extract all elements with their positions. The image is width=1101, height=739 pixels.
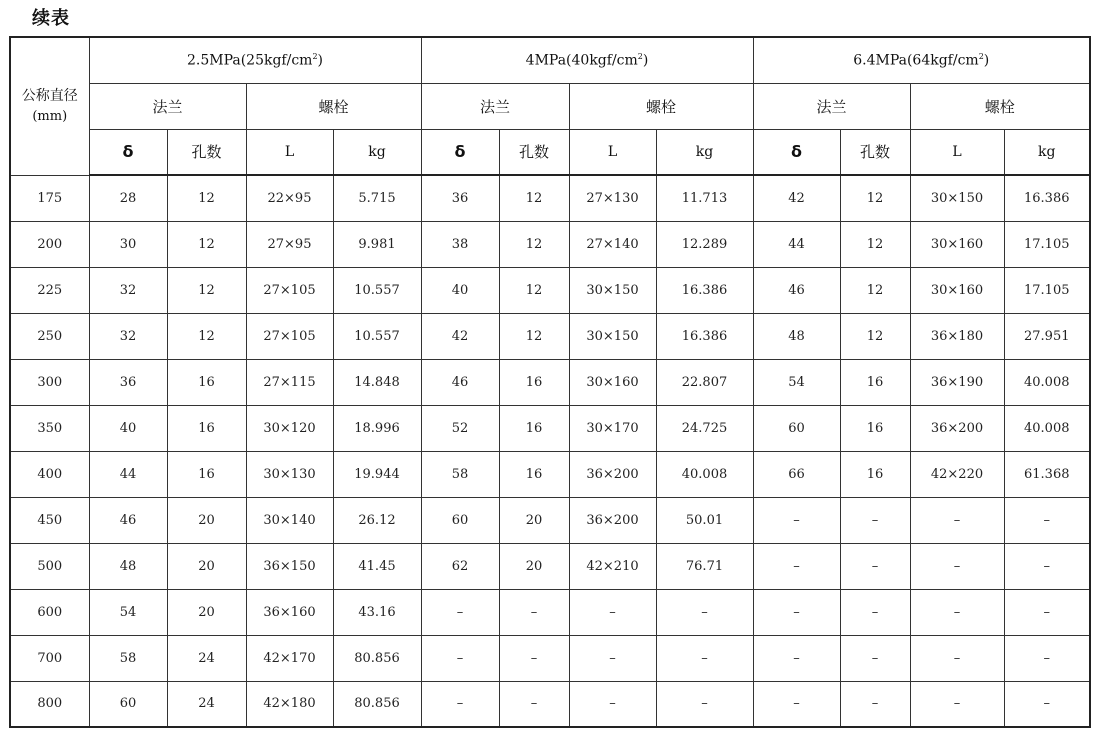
table-cell: 22×95 bbox=[246, 175, 333, 221]
table-cell: – bbox=[421, 681, 499, 727]
table-cell: 36×200 bbox=[569, 451, 656, 497]
table-cell: 36×150 bbox=[246, 543, 333, 589]
table-cell: 58 bbox=[421, 451, 499, 497]
table-cell: 36×200 bbox=[910, 405, 1004, 451]
table-cell: 16 bbox=[167, 451, 246, 497]
table-cell: – bbox=[753, 543, 840, 589]
table-cell: 11.713 bbox=[656, 175, 753, 221]
table-cell: 12.289 bbox=[656, 221, 753, 267]
nominal-diameter-cell: 700 bbox=[10, 635, 89, 681]
table-row bbox=[10, 313, 1090, 359]
table-cell: 40.008 bbox=[656, 451, 753, 497]
table-cell: 58 bbox=[89, 635, 167, 681]
table-cell: – bbox=[840, 497, 910, 543]
table-cell: 80.856 bbox=[333, 635, 421, 681]
table-cell: 28 bbox=[89, 175, 167, 221]
table-cell: 46 bbox=[89, 497, 167, 543]
table-cell: 16 bbox=[499, 451, 569, 497]
table-cell: 16 bbox=[840, 359, 910, 405]
table-cell: 48 bbox=[753, 313, 840, 359]
table-cell: 12 bbox=[840, 267, 910, 313]
table-cell: – bbox=[656, 589, 753, 635]
nominal-diameter-cell: 500 bbox=[10, 543, 89, 589]
page-title: 续表 bbox=[32, 8, 70, 29]
table-cell: 24 bbox=[167, 635, 246, 681]
table-cell: 36×160 bbox=[246, 589, 333, 635]
table-cell: 32 bbox=[89, 313, 167, 359]
nominal-diameter-cell: 350 bbox=[10, 405, 89, 451]
table-cell: 40.008 bbox=[1004, 405, 1090, 451]
table-cell: 12 bbox=[167, 175, 246, 221]
table-cell: 46 bbox=[421, 359, 499, 405]
table-cell: 10.557 bbox=[333, 267, 421, 313]
table-cell: – bbox=[840, 635, 910, 681]
table-cell: 17.105 bbox=[1004, 221, 1090, 267]
table-cell: 62 bbox=[421, 543, 499, 589]
table-cell: 12 bbox=[167, 313, 246, 359]
table-cell: – bbox=[421, 589, 499, 635]
col-header-bolt-weight: kg bbox=[1004, 129, 1090, 175]
table-cell: 30 bbox=[89, 221, 167, 267]
table-row bbox=[10, 681, 1090, 727]
table-cell: 27×105 bbox=[246, 267, 333, 313]
table-row bbox=[10, 497, 1090, 543]
table-cell: – bbox=[840, 543, 910, 589]
table-cell: 40 bbox=[89, 405, 167, 451]
nominal-diameter-label: 公称直径 bbox=[21, 87, 78, 104]
table-cell: 17.105 bbox=[1004, 267, 1090, 313]
table-cell: 54 bbox=[753, 359, 840, 405]
table-cell: 44 bbox=[89, 451, 167, 497]
pressure-header-2-5mpa: $2.5MPa(25kgf/cm^2)$ bbox=[89, 37, 421, 83]
table-cell: 46 bbox=[753, 267, 840, 313]
table-cell: 12 bbox=[840, 313, 910, 359]
table-cell: – bbox=[656, 681, 753, 727]
table-cell: 16 bbox=[499, 359, 569, 405]
group-header-flange: 法兰 bbox=[753, 83, 910, 129]
table-cell: 30×150 bbox=[910, 175, 1004, 221]
table-cell: – bbox=[569, 635, 656, 681]
table-cell: 16 bbox=[167, 405, 246, 451]
table-cell: 42×210 bbox=[569, 543, 656, 589]
table-cell: 20 bbox=[167, 497, 246, 543]
table-cell: 12 bbox=[167, 267, 246, 313]
table-cell: 27.951 bbox=[1004, 313, 1090, 359]
nominal-diameter-cell: 200 bbox=[10, 221, 89, 267]
table-cell: 36 bbox=[421, 175, 499, 221]
table-cell: 36×190 bbox=[910, 359, 1004, 405]
table-cell: – bbox=[753, 589, 840, 635]
nominal-diameter-cell: 250 bbox=[10, 313, 89, 359]
table-cell: 30×130 bbox=[246, 451, 333, 497]
table-cell: 12 bbox=[840, 175, 910, 221]
table-cell: 38 bbox=[421, 221, 499, 267]
table-row bbox=[10, 451, 1090, 497]
nominal-diameter-cell: 225 bbox=[10, 267, 89, 313]
table-cell: 30×170 bbox=[569, 405, 656, 451]
table-cell: – bbox=[499, 681, 569, 727]
table-cell: 40.008 bbox=[1004, 359, 1090, 405]
table-row bbox=[10, 405, 1090, 451]
table-cell: 42 bbox=[421, 313, 499, 359]
table-row bbox=[10, 589, 1090, 635]
pressure-header-6-4mpa: $6.4MPa(64kgf/cm^2)$ bbox=[753, 37, 1090, 83]
table-cell: – bbox=[656, 635, 753, 681]
nominal-diameter-cell: 600 bbox=[10, 589, 89, 635]
table-cell: 32 bbox=[89, 267, 167, 313]
table-cell: 36×180 bbox=[910, 313, 1004, 359]
table-cell: – bbox=[753, 681, 840, 727]
table-cell: – bbox=[753, 497, 840, 543]
table-cell: 54 bbox=[89, 589, 167, 635]
table-cell: 30×120 bbox=[246, 405, 333, 451]
nominal-diameter-header bbox=[10, 37, 89, 175]
table-body bbox=[10, 175, 1090, 727]
table-cell: 27×105 bbox=[246, 313, 333, 359]
table-cell: – bbox=[840, 681, 910, 727]
table-cell: 12 bbox=[499, 313, 569, 359]
nominal-diameter-cell: 400 bbox=[10, 451, 89, 497]
col-header-bolt-length: L bbox=[910, 129, 1004, 175]
table-cell: 18.996 bbox=[333, 405, 421, 451]
table-cell: – bbox=[1004, 635, 1090, 681]
col-header-bolt-weight: kg bbox=[333, 129, 421, 175]
table-cell: 27×140 bbox=[569, 221, 656, 267]
table-cell: 16 bbox=[167, 359, 246, 405]
table-row bbox=[10, 267, 1090, 313]
table-cell: 19.944 bbox=[333, 451, 421, 497]
table-cell: – bbox=[910, 589, 1004, 635]
table-row bbox=[10, 635, 1090, 681]
table-cell: 12 bbox=[499, 267, 569, 313]
table-cell: – bbox=[499, 635, 569, 681]
table-cell: 42×180 bbox=[246, 681, 333, 727]
flange-spec-table bbox=[9, 36, 1091, 728]
table-cell: 80.856 bbox=[333, 681, 421, 727]
table-cell: 16 bbox=[499, 405, 569, 451]
table-cell: 16.386 bbox=[1004, 175, 1090, 221]
nominal-diameter-cell: 300 bbox=[10, 359, 89, 405]
col-header-hole-count: 孔数 bbox=[167, 129, 246, 175]
table-cell: 76.71 bbox=[656, 543, 753, 589]
table-cell: 16.386 bbox=[656, 267, 753, 313]
table-cell: 36×200 bbox=[569, 497, 656, 543]
table-cell: – bbox=[910, 635, 1004, 681]
table-cell: 30×160 bbox=[910, 221, 1004, 267]
table-cell: 66 bbox=[753, 451, 840, 497]
col-header-hole-count: 孔数 bbox=[840, 129, 910, 175]
table-cell: 30×150 bbox=[569, 267, 656, 313]
table-cell: – bbox=[1004, 543, 1090, 589]
table-cell: 27×115 bbox=[246, 359, 333, 405]
table-cell: – bbox=[840, 589, 910, 635]
table-cell: – bbox=[421, 635, 499, 681]
table-cell: 43.16 bbox=[333, 589, 421, 635]
table-cell: 48 bbox=[89, 543, 167, 589]
table-cell: 16 bbox=[840, 451, 910, 497]
col-header-thickness: δ bbox=[421, 129, 499, 175]
table-cell: 27×95 bbox=[246, 221, 333, 267]
table-cell: 20 bbox=[167, 543, 246, 589]
table-cell: 60 bbox=[753, 405, 840, 451]
table-cell: 12 bbox=[840, 221, 910, 267]
col-header-hole-count: 孔数 bbox=[499, 129, 569, 175]
table-cell: 9.981 bbox=[333, 221, 421, 267]
group-header-flange: 法兰 bbox=[421, 83, 569, 129]
table-cell: 36 bbox=[89, 359, 167, 405]
table-cell: 27×130 bbox=[569, 175, 656, 221]
nominal-diameter-unit: (mm) bbox=[32, 108, 68, 124]
table-cell: – bbox=[1004, 497, 1090, 543]
pressure-header-4mpa: $4MPa(40kgf/cm^2)$ bbox=[421, 37, 753, 83]
table-cell: 40 bbox=[421, 267, 499, 313]
table-cell: 60 bbox=[89, 681, 167, 727]
table-cell: 20 bbox=[499, 497, 569, 543]
table-row bbox=[10, 221, 1090, 267]
table-cell: – bbox=[499, 589, 569, 635]
table-cell: – bbox=[910, 543, 1004, 589]
table-cell: 10.557 bbox=[333, 313, 421, 359]
group-header-bolt: 螺栓 bbox=[910, 83, 1090, 129]
table-cell: 52 bbox=[421, 405, 499, 451]
table-cell: 16.386 bbox=[656, 313, 753, 359]
nominal-diameter-cell: 800 bbox=[10, 681, 89, 727]
table-cell: 26.12 bbox=[333, 497, 421, 543]
table-cell: – bbox=[1004, 681, 1090, 727]
table-cell: 61.368 bbox=[1004, 451, 1090, 497]
table-cell: – bbox=[1004, 589, 1090, 635]
col-header-bolt-length: L bbox=[246, 129, 333, 175]
table-cell: 24.725 bbox=[656, 405, 753, 451]
table-cell: 5.715 bbox=[333, 175, 421, 221]
table-cell: 20 bbox=[499, 543, 569, 589]
table-cell: 41.45 bbox=[333, 543, 421, 589]
table-cell: 24 bbox=[167, 681, 246, 727]
table-cell: 20 bbox=[167, 589, 246, 635]
table-cell: 12 bbox=[499, 175, 569, 221]
table-cell: 22.807 bbox=[656, 359, 753, 405]
table-cell: 14.848 bbox=[333, 359, 421, 405]
nominal-diameter-cell: 175 bbox=[10, 175, 89, 221]
col-header-bolt-length: L bbox=[569, 129, 656, 175]
group-header-flange: 法兰 bbox=[89, 83, 246, 129]
group-header-bolt: 螺栓 bbox=[246, 83, 421, 129]
table-cell: 44 bbox=[753, 221, 840, 267]
table-cell: 42 bbox=[753, 175, 840, 221]
table-row bbox=[10, 359, 1090, 405]
table-cell: 30×160 bbox=[910, 267, 1004, 313]
table-cell: – bbox=[910, 497, 1004, 543]
table-cell: – bbox=[569, 681, 656, 727]
table-cell: 30×140 bbox=[246, 497, 333, 543]
table-cell: 42×170 bbox=[246, 635, 333, 681]
table-cell: – bbox=[569, 589, 656, 635]
table-cell: – bbox=[910, 681, 1004, 727]
col-header-thickness: δ bbox=[753, 129, 840, 175]
table-cell: 30×160 bbox=[569, 359, 656, 405]
table-row bbox=[10, 175, 1090, 221]
table-cell: 42×220 bbox=[910, 451, 1004, 497]
table-cell: 12 bbox=[499, 221, 569, 267]
table-cell: 30×150 bbox=[569, 313, 656, 359]
table-cell: – bbox=[753, 635, 840, 681]
col-header-bolt-weight: kg bbox=[656, 129, 753, 175]
table-row bbox=[10, 543, 1090, 589]
table-cell: 50.01 bbox=[656, 497, 753, 543]
table-cell: 60 bbox=[421, 497, 499, 543]
table-cell: 16 bbox=[840, 405, 910, 451]
table-cell: 12 bbox=[167, 221, 246, 267]
group-header-bolt: 螺栓 bbox=[569, 83, 753, 129]
nominal-diameter-cell: 450 bbox=[10, 497, 89, 543]
col-header-thickness: δ bbox=[89, 129, 167, 175]
